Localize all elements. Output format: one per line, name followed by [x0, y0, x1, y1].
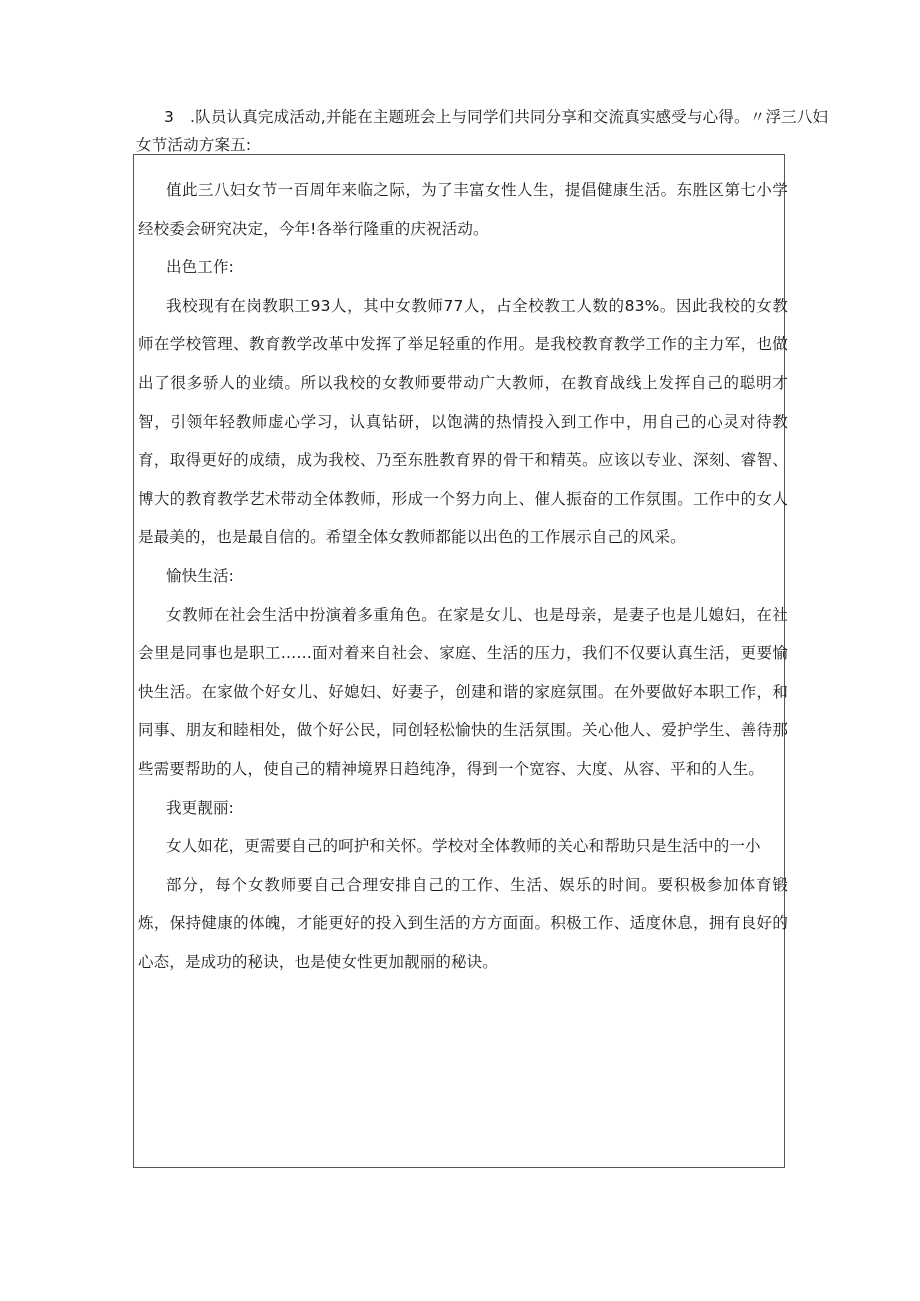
paragraph-work: 我校现有在岗教职工93人，其中女教师77人，占全校教工人数的83%。因此我校的女教师在学校管理、教育教学改革中发挥了举足轻重的作用。是我校教育教学工作的主力军，也做出了很多骄人的业绩。所以我校的女教师要带动广大教师，在教育战线上发挥自己的聪明才智，引领年轻教师虚心学习，认真钻研，以饱满的热情投入到工作中，用自己的心灵对待教育，取得更好的成绩，成为我校、乃至东胜教育界的骨干和精英。应该以专业、深刻、睿智、博大的教育教学艺术带动全体教师，形成一个努力向上、催人振奋的工作氛围。工作中的女人是最美的，也是最自信的。希望全体女教师都能以出色的工作展示自己的风采。	[138, 296, 788, 547]
intro-line-1	[136, 103, 829, 131]
document-body	[138, 171, 788, 981]
paragraph-life: 女教师在社会生活中扮演着多重角色。在家是女儿、也是母亲，是妻子也是儿媳妇，在社会里是同事也是职工……面对着来自社会、家庭、生活的压力，我们不仅要认真生活，更要愉快生活。在家做个好女儿、好媳妇、好妻子，创建和谐的家庭氛围。在外要做好本职工作，和同事、朋友和睦相处，做个好公民，同创轻松愉快的生活氛围。关心他人、爱护学生、善待那些需要帮助的人，使自己的精神境界日趋纯净，得到一个宽容、大度、从容、平和的人生。	[138, 605, 788, 778]
paragraph-beauty-start: 女人如花，更需要自己的呵护和关怀。学校对全体教师的关心和帮助只是生活中的一小	[166, 837, 761, 856]
paragraph-beauty-cont: 部分，每个女教师要自己合理安排自己的工作、生活、娱乐的时间。要积极参加体育锻炼，保持健康的体魄，才能更好的投入到生活的方方面面。积极工作、适度休息，拥有良好的心态，是成功的秘诀，也是使女性更加靓丽的秘诀。	[138, 875, 788, 971]
list-number: 3	[164, 108, 175, 126]
heading-beauty: 我更靓丽:	[166, 798, 234, 817]
heading-life: 愉快生活:	[166, 566, 234, 585]
intro-text	[136, 103, 829, 159]
intro-line-1-text: .队员认真完成活动,并能在主题班会上与同学们共同分享和交流真实感受与心得。〃浮三八妇	[190, 108, 829, 126]
heading-work: 出色工作:	[166, 258, 234, 277]
paragraph-intro: 值此三八妇女节一百周年来临之际，为了丰富女性人生，提倡健康生活。东胜区第七小学经校委会研究决定，今年!各举行隆重的庆祝活动。	[138, 181, 788, 238]
intro-line-2: 女节活动方案五:	[136, 136, 252, 154]
